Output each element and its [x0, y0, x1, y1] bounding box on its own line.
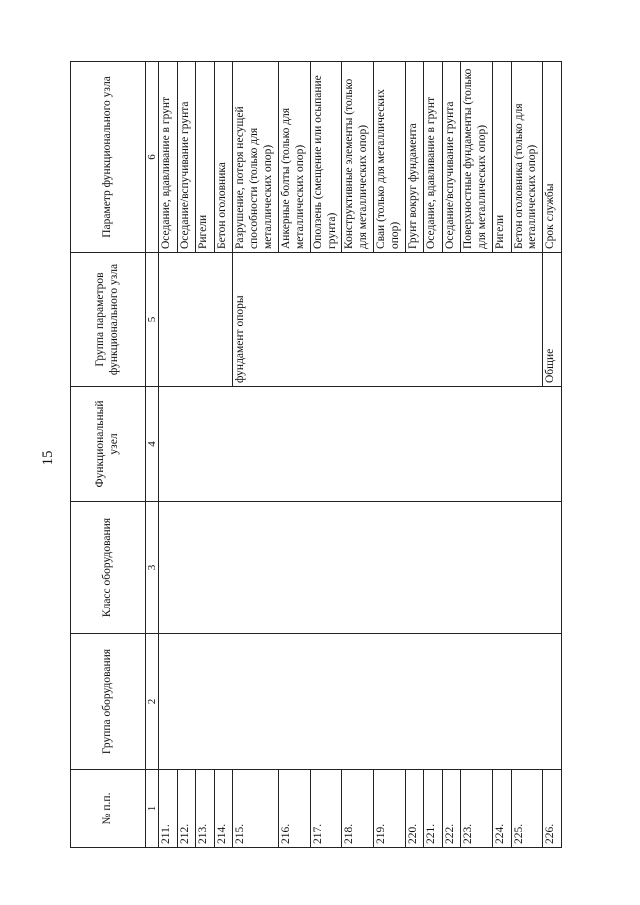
column-number: 1: [146, 770, 159, 848]
equipment-group-cell: [159, 634, 562, 770]
column-number: 2: [146, 634, 159, 770]
row-number: 217.: [310, 770, 342, 848]
column-number-row: [146, 62, 159, 848]
header-row: [71, 62, 146, 848]
functional-unit-cell: [159, 387, 562, 502]
parameter-cell: Сваи (только для металлических опор): [374, 62, 406, 253]
parameter-cell: Конструктивные элементы (только для металлических опор): [342, 62, 374, 253]
header-parameter-group: Группа параметров функционального узла: [71, 253, 146, 387]
header-equipment-group: Группа оборудования: [71, 634, 146, 770]
row-number: 219.: [374, 770, 406, 848]
parameter-group-cell: Общие: [543, 253, 562, 387]
header-number: № п.п.: [71, 770, 146, 848]
row-number: 214.: [214, 770, 233, 848]
row-number: 212.: [177, 770, 196, 848]
header-equipment-class: Класс оборудования: [71, 502, 146, 634]
row-number: 226.: [543, 770, 562, 848]
parameter-cell: Оползень (смещение или осыпание грунта): [310, 62, 342, 253]
parameter-cell: Грунт вокруг фундамента: [405, 62, 424, 253]
row-number: 218.: [342, 770, 374, 848]
parameter-group-cell: фундамент опоры: [233, 253, 543, 387]
column-number: 6: [146, 62, 159, 253]
parameter-cell: Ригели: [493, 62, 512, 253]
row-number: 222.: [442, 770, 461, 848]
parameter-cell: Поверхностные фундаменты (только для металлических опор): [461, 62, 493, 253]
header-functional-unit: Функциональный узел: [71, 387, 146, 502]
row-number: 224.: [493, 770, 512, 848]
parameter-cell: Ригели: [196, 62, 215, 253]
parameter-cell: Бетон оголовника (только для металлических опор): [511, 62, 543, 253]
row-number: 211.: [159, 770, 178, 848]
page-number: 15: [40, 450, 56, 466]
row-number: 213.: [196, 770, 215, 848]
row-number: 225.: [511, 770, 543, 848]
row-number: 220.: [405, 770, 424, 848]
table-row: [159, 62, 178, 848]
equipment-parameters-table-wrapper: [70, 62, 562, 848]
header-parameter: Параметр функционального узла: [71, 62, 146, 253]
parameter-cell: Оседание/вспучивание грунта: [177, 62, 196, 253]
column-number: 3: [146, 502, 159, 634]
equipment-class-cell: [159, 502, 562, 634]
parameter-cell: Разрушение, потеря несущей способности (только для металлических опор): [233, 62, 279, 253]
parameter-cell: Оседание, вдавливание в грунт: [424, 62, 443, 253]
parameter-cell: Оседание/вспучивание грунта: [442, 62, 461, 253]
row-number: 221.: [424, 770, 443, 848]
row-number: 216.: [279, 770, 311, 848]
parameter-cell: Оседание, вдавливание в грунт: [159, 62, 178, 253]
parameter-cell: Срок службы: [543, 62, 562, 253]
equipment-parameters-table: [70, 61, 562, 848]
parameter-cell: Анкерные болты (только для металлических опор): [279, 62, 311, 253]
row-number: 223.: [461, 770, 493, 848]
column-number: 5: [146, 253, 159, 387]
row-number: 215.: [233, 770, 279, 848]
parameter-cell: Бетон оголовника: [214, 62, 233, 253]
column-number: 4: [146, 387, 159, 502]
parameter-group-cell: [159, 253, 233, 387]
